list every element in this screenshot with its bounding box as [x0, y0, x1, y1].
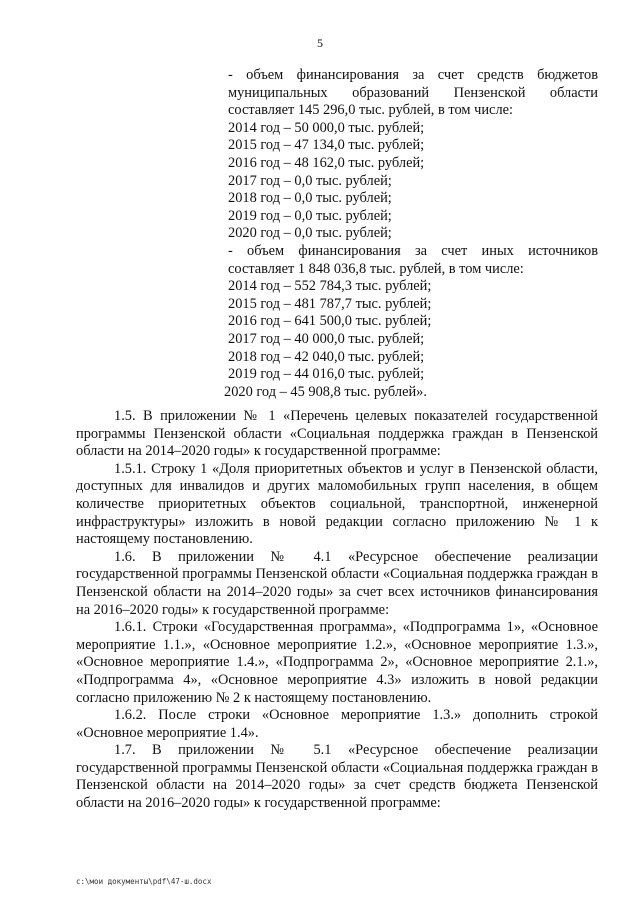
year-line: 2020 год – 0,0 тыс. рублей;	[228, 225, 392, 242]
year-line: 2019 год – 44 016,0 тыс. рублей;	[228, 366, 425, 383]
year-line: 2015 год – 47 134,0 тыс. рублей;	[228, 137, 425, 154]
funding-municipal-block	[224, 67, 598, 401]
paragraph-1-5-1: 1.5.1. Строку 1 «Доля приоритетных объектов и услуг в Пензенской области, доступных для инвалидов и других маломобильных групп населения, в общем количестве приоритетных объектов социальной, транспортной, инженерной инфраструктуры» изложить в новой редакции согласно приложению № 1 к настоящему постановлению.	[76, 460, 598, 548]
year-line: 2018 год – 42 040,0 тыс. рублей;	[228, 348, 425, 365]
paragraph-1-5: 1.5. В приложении № 1 «Перечень целевых показателей государственной программы Пензенской области «Социальная поддержка граждан в Пензенской области на 2014–2020 годы» к государственной программе:	[76, 408, 598, 460]
year-line: 2017 год – 40 000,0 тыс. рублей;	[228, 330, 425, 347]
page-number: 5	[317, 36, 323, 50]
paragraph-1-7: 1.7. В приложении № 5.1 «Ресурсное обеспечение реализации государственной программы Пензенской области «Социальная поддержка граждан в Пензенской области на 2014–2020 годы» за счет средств бюджета Пензенской области на 2016–2020 годы» к государственной программе:	[76, 742, 598, 812]
year-line: 2020 год – 45 908,8 тыс. рублей».	[224, 383, 427, 400]
year-line: 2014 год – 552 784,3 тыс. рублей;	[228, 278, 432, 295]
year-line: 2019 год – 0,0 тыс. рублей;	[228, 207, 392, 224]
document-body	[76, 408, 598, 813]
year-line: 2014 год – 50 000,0 тыс. рублей;	[228, 119, 425, 136]
paragraph-1-6: 1.6. В приложении № 4.1 «Ресурсное обеспечение реализации государственной программы Пензенской области «Социальная поддержка граждан в Пензенской области на 2014–2020 годы» за счет всех источников финансирования на 2016–2020 годы» к государственной программе:	[76, 548, 598, 618]
paragraph-1-6-1: 1.6.1. Строки «Государственная программа», «Подпрограмма 1», «Основное мероприятие 1.1.», «Основное мероприятие 1.2.», «Основное мероприятие 1.3.», «Основное мероприятие 1.4.», «Подпрограмма 2», «Основное мероприятие 2.1.», «Подпрограмма 4», «Основное мероприятие 4.3» изложить в новой редакции согласно приложению № 2 к настоящему постановлению.	[76, 619, 598, 706]
funding-municipal-intro: - объем финансирования за счет средств бюджетов муниципальных образований Пензенской области составляет 145 296,0 тыс. рублей, в том числе:	[228, 67, 598, 119]
year-line: 2015 год – 481 787,7 тыс. рублей;	[228, 295, 432, 312]
paragraph-1-6-2: 1.6.2. После строки «Основное мероприятие 1.3.» дополнить строкой «Основное мероприятие 1.4».	[76, 707, 598, 741]
year-line: 2016 год – 48 162,0 тыс. рублей;	[228, 154, 425, 171]
funding-other-intro: - объем финансирования за счет иных источников составляет 1 848 036,8 тыс. рублей, в том числе:	[228, 242, 598, 277]
year-line: 2017 год – 0,0 тыс. рублей;	[228, 172, 392, 189]
year-line: 2018 год – 0,0 тыс. рублей;	[228, 190, 392, 207]
file-path-footer: c:\мои документы\pdf\47-ш.docx	[76, 877, 212, 886]
year-line: 2016 год – 641 500,0 тыс. рублей;	[228, 313, 432, 330]
